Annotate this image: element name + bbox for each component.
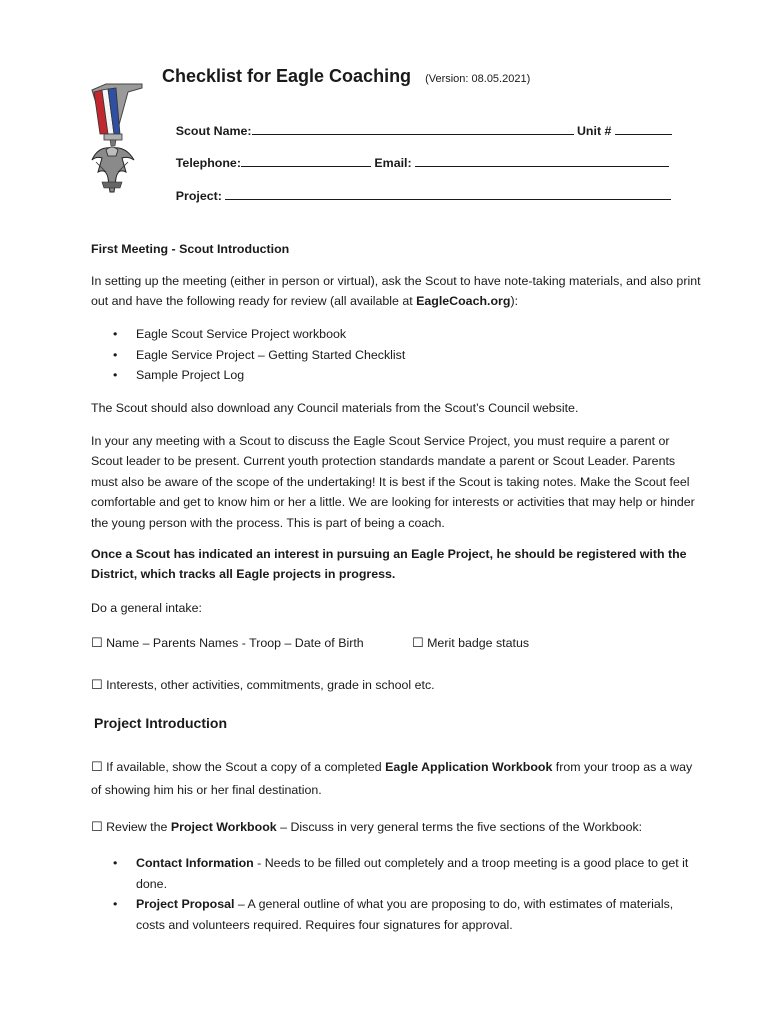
checkbox-icon[interactable]: ☐ [91, 636, 103, 651]
section-name: Project Proposal [136, 897, 235, 912]
project-label: Project: [175, 189, 222, 203]
materials-list [91, 324, 701, 386]
project-intro-item-1 [91, 756, 703, 801]
section-name: Contact Information [136, 856, 254, 870]
list-item [91, 324, 701, 345]
page-title: Checklist for Eagle Coaching [162, 66, 412, 86]
intake-item-text: Name – Parents Names - Troop – Date of Birth [106, 636, 364, 650]
list-item [91, 853, 701, 894]
bullet-icon: • [113, 856, 118, 870]
item2-text-end: – Discuss in very general terms the five sections of the Workbook: [276, 820, 643, 834]
intro-text-end: ): [510, 294, 519, 309]
list-item-text: Eagle Scout Service Project workbook [136, 327, 347, 341]
workbook-sections-list [91, 853, 701, 935]
version-label: (Version: 08.05.2021) [425, 73, 531, 85]
unit-line[interactable] [615, 123, 672, 135]
project-line[interactable] [225, 188, 671, 200]
download-note: The Scout should also download any Council materials from the Scout’s Council website. [91, 401, 579, 415]
checkbox-icon[interactable]: ☐ [91, 760, 103, 775]
intro-text: In setting up the meeting (either in person or virtual), ask the Scout to have note-taking materials, and also print out and have the following ready for review (all available at [91, 274, 701, 309]
email-line[interactable] [415, 155, 669, 167]
first-meeting-heading: First Meeting - Scout Introduction [91, 242, 290, 256]
intake-item-name [91, 636, 364, 651]
project-intro-heading: Project Introduction [94, 715, 227, 731]
section-desc: - Needs to be filled out completely and a troop meeting is a good place to get it done. [136, 856, 689, 891]
bullet-icon: • [113, 368, 118, 383]
project-intro-item-2 [91, 817, 703, 838]
eaglecoach-link[interactable]: EagleCoach.org [416, 294, 511, 309]
section-desc: – A general outline of what you are proposing to do, with estimates of materials, costs and volunteers required. Requires four signatures for approval. [136, 897, 674, 932]
bullet-icon: • [113, 347, 118, 362]
intake-label: Do a general intake: [91, 601, 202, 615]
checkbox-icon[interactable]: ☐ [91, 678, 103, 693]
list-item-text: Sample Project Log [136, 368, 245, 383]
list-item-text: Eagle Service Project – Getting Started Checklist [136, 347, 406, 362]
scout-name-line[interactable] [252, 123, 574, 135]
intake-item-text: Merit badge status [427, 636, 530, 650]
eagle-medal-logo [88, 82, 146, 197]
email-label: Email: [374, 156, 412, 170]
telephone-label: Telephone: [175, 156, 241, 170]
intake-item-merit [412, 636, 529, 651]
list-item [91, 365, 701, 386]
scout-name-label: Scout Name: [175, 124, 252, 138]
list-item [91, 345, 701, 366]
checkbox-icon[interactable]: ☐ [412, 636, 424, 651]
project-field [162, 174, 671, 217]
registration-note: Once a Scout has indicated an interest in pursuing an Eagle Project, he should be registered with the District, which tracks all Eagle projects in progress. [91, 547, 687, 582]
list-item [91, 894, 701, 935]
item1-text: If available, show the Scout a copy of a completed [106, 760, 386, 774]
item2-bold: Project Workbook [170, 820, 277, 834]
intro-paragraph [91, 271, 703, 312]
bullet-icon: • [113, 897, 118, 912]
checkbox-icon[interactable]: ☐ [91, 820, 103, 835]
bullet-icon: • [113, 327, 118, 341]
item1-text-end: from your troop as a way of showing him his or her final destination. [91, 760, 693, 797]
telephone-line[interactable] [241, 155, 371, 167]
intake-item-text: Interests, other activities, commitments, grade in school etc. [106, 678, 435, 692]
unit-label: Unit # [576, 124, 612, 138]
item1-bold: Eagle Application Workbook [385, 760, 553, 774]
title-row [162, 66, 530, 87]
intake-item-interests [91, 678, 435, 693]
item2-text: Review the [106, 820, 171, 834]
meeting-paragraph: In your any meeting with a Scout to discuss the Eagle Scout Service Project, you must require a parent or Scout leader to be present. Current youth protection standards mandate a parent or Scout Leader. Parents must also be aware of the scope of the undertaking! It is best if the Scout is taking notes. Make the Scout feel comfortable and get to know him or her a little. We are looking for interests or activities that may help or hinder the young person with the process. This is part of being a coach. [91, 434, 695, 530]
